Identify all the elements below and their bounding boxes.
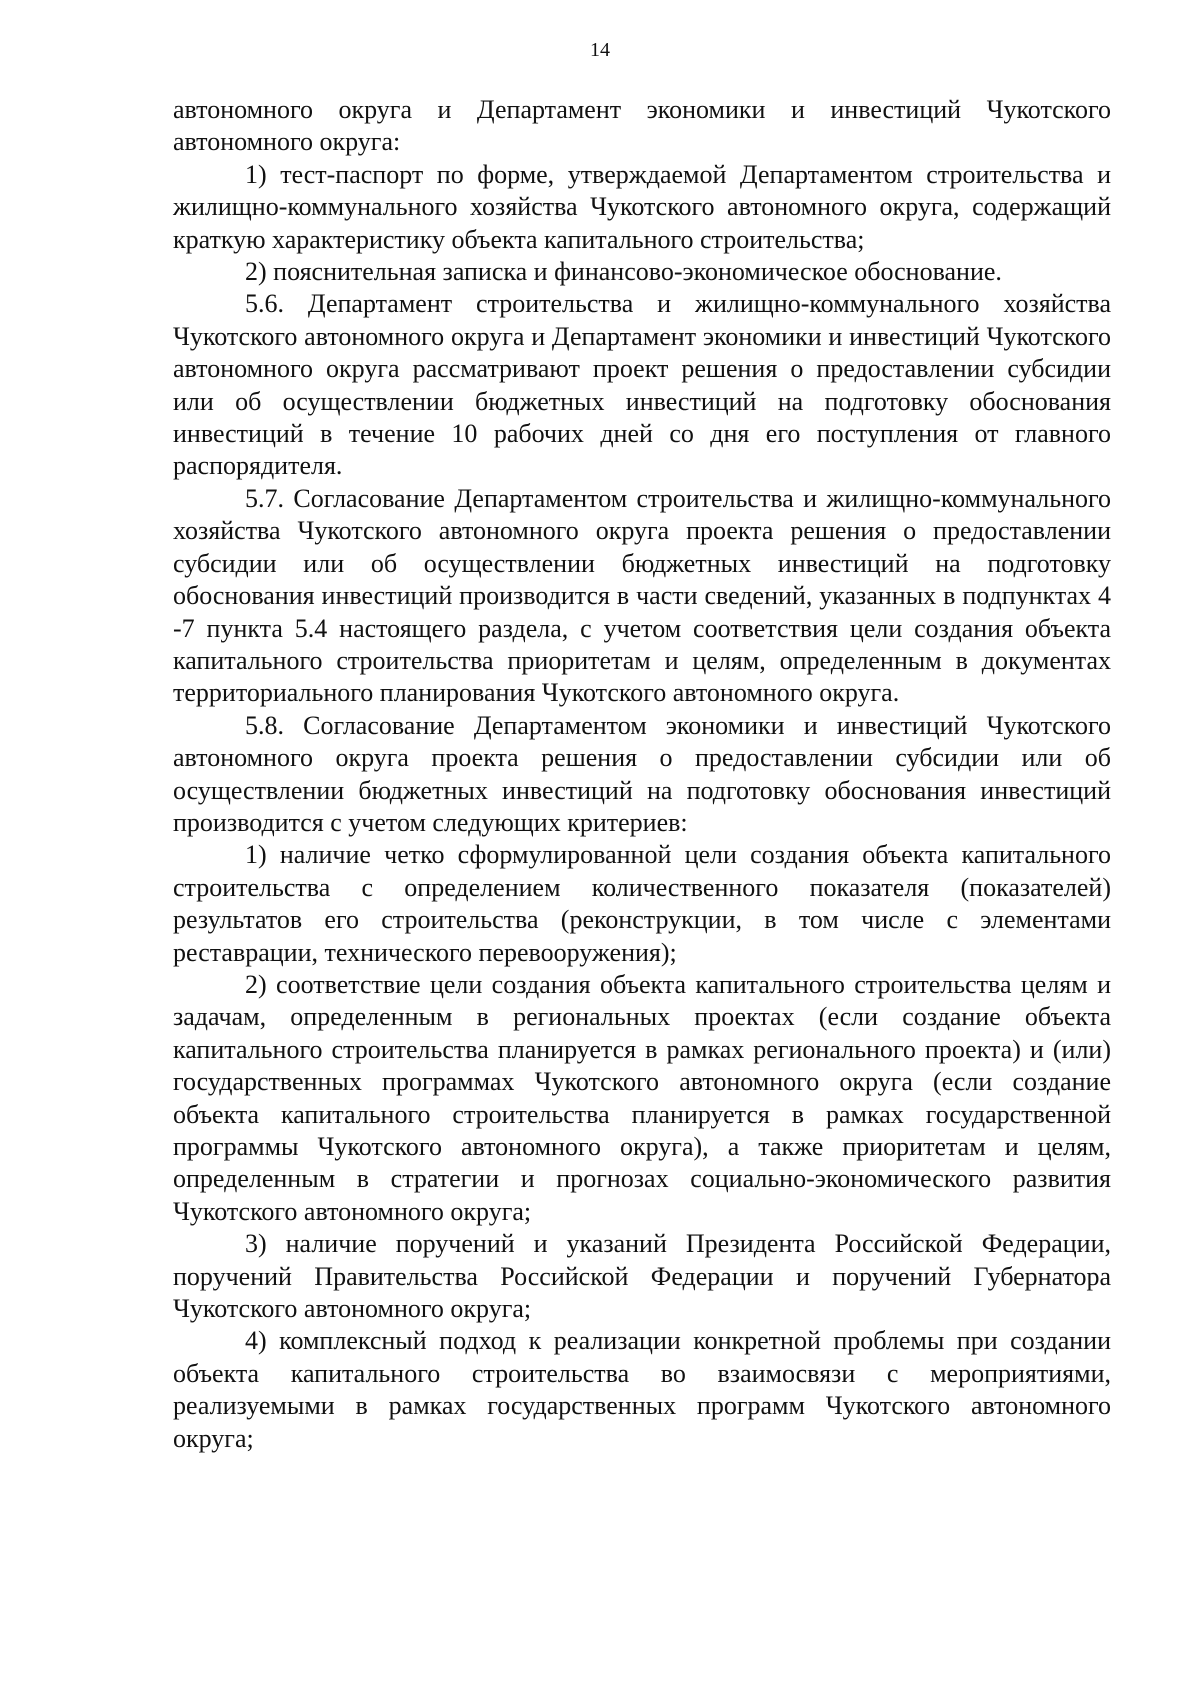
clause-5-7: 5.7. Согласование Департаментом строительства и жилищно-коммунального хозяйства Чукотского автономного округа проекта решения о предоставлении субсидии или об осуществлении бюджетных инвестиций на подготовку обоснования инвестиций производится в части сведений, указанных в подпунктах 4 -7 пункта 5.4 настоящего раздела, с учетом соответствия цели создания объекта капитального строительства приоритетам и целям, определенным в документах территориального планирования Чукотского автономного округа. (173, 483, 1111, 708)
list-item-explanatory-note: 2) пояснительная записка и финансово-экономическое обоснование. (245, 257, 1002, 287)
criterion-1: 1) наличие четко сформулированной цели создания объекта капитального строительства с определением количественного показателя (показателей) результатов его строительства (реконструкции, в том числе с элементами реставрации, технического перевооружения); (173, 840, 1111, 967)
criterion-2: 2) соответствие цели создания объекта капитального строительства целям и задачам, определенным в региональных проектах (если создание объекта капитального строительства планируется в рамках регионального проекта) и (или) государственных программах Чукотского автономного округа (если создание объекта капитального строительства планируется в рамках государственной программы Чукотского автономного округа), а также приоритетам и целям, определенным в стратегии и прогнозах социально-экономического развития Чукотского автономного округа; (173, 969, 1111, 1226)
criterion-4: 4) комплексный подход к реализации конкретной проблемы при создании объекта капитального строительства во взаимосвязи с мероприятиями, реализуемыми в рамках государственных программ Чукотского автономного округа; (173, 1326, 1111, 1453)
document-body (173, 94, 1111, 1455)
criterion-3: 3) наличие поручений и указаний Президента Российской Федерации, поручений Правительства Российской Федерации и поручений Губернатора Чукотского автономного округа; (173, 1229, 1111, 1324)
page-number: 14 (590, 39, 610, 61)
clause-5-8: 5.8. Согласование Департаментом экономики и инвестиций Чукотского автономного округа проекта решения о предоставлении субсидии или об осуществлении бюджетных инвестиций на подготовку обоснования инвестиций производится с учетом следующих критериев: (173, 710, 1111, 837)
paragraph-continuation: автономного округа и Департамент экономики и инвестиций Чукотского автономного округа: (173, 95, 1111, 157)
list-item-test-passport: 1) тест-паспорт по форме, утверждаемой Департаментом строительства и жилищно-коммунального хозяйства Чукотского автономного округа, содержащий краткую характеристику объекта капитального строительства; (173, 159, 1111, 254)
clause-5-6: 5.6. Департамент строительства и жилищно-коммунального хозяйства Чукотского автономного округа и Департамент экономики и инвестиций Чукотского автономного округа рассматривают проект решения о предоставлении субсидии или об осуществлении бюджетных инвестиций на подготовку обоснования инвестиций в течение 10 рабочих дней со дня его поступления от главного распорядителя. (173, 289, 1111, 481)
